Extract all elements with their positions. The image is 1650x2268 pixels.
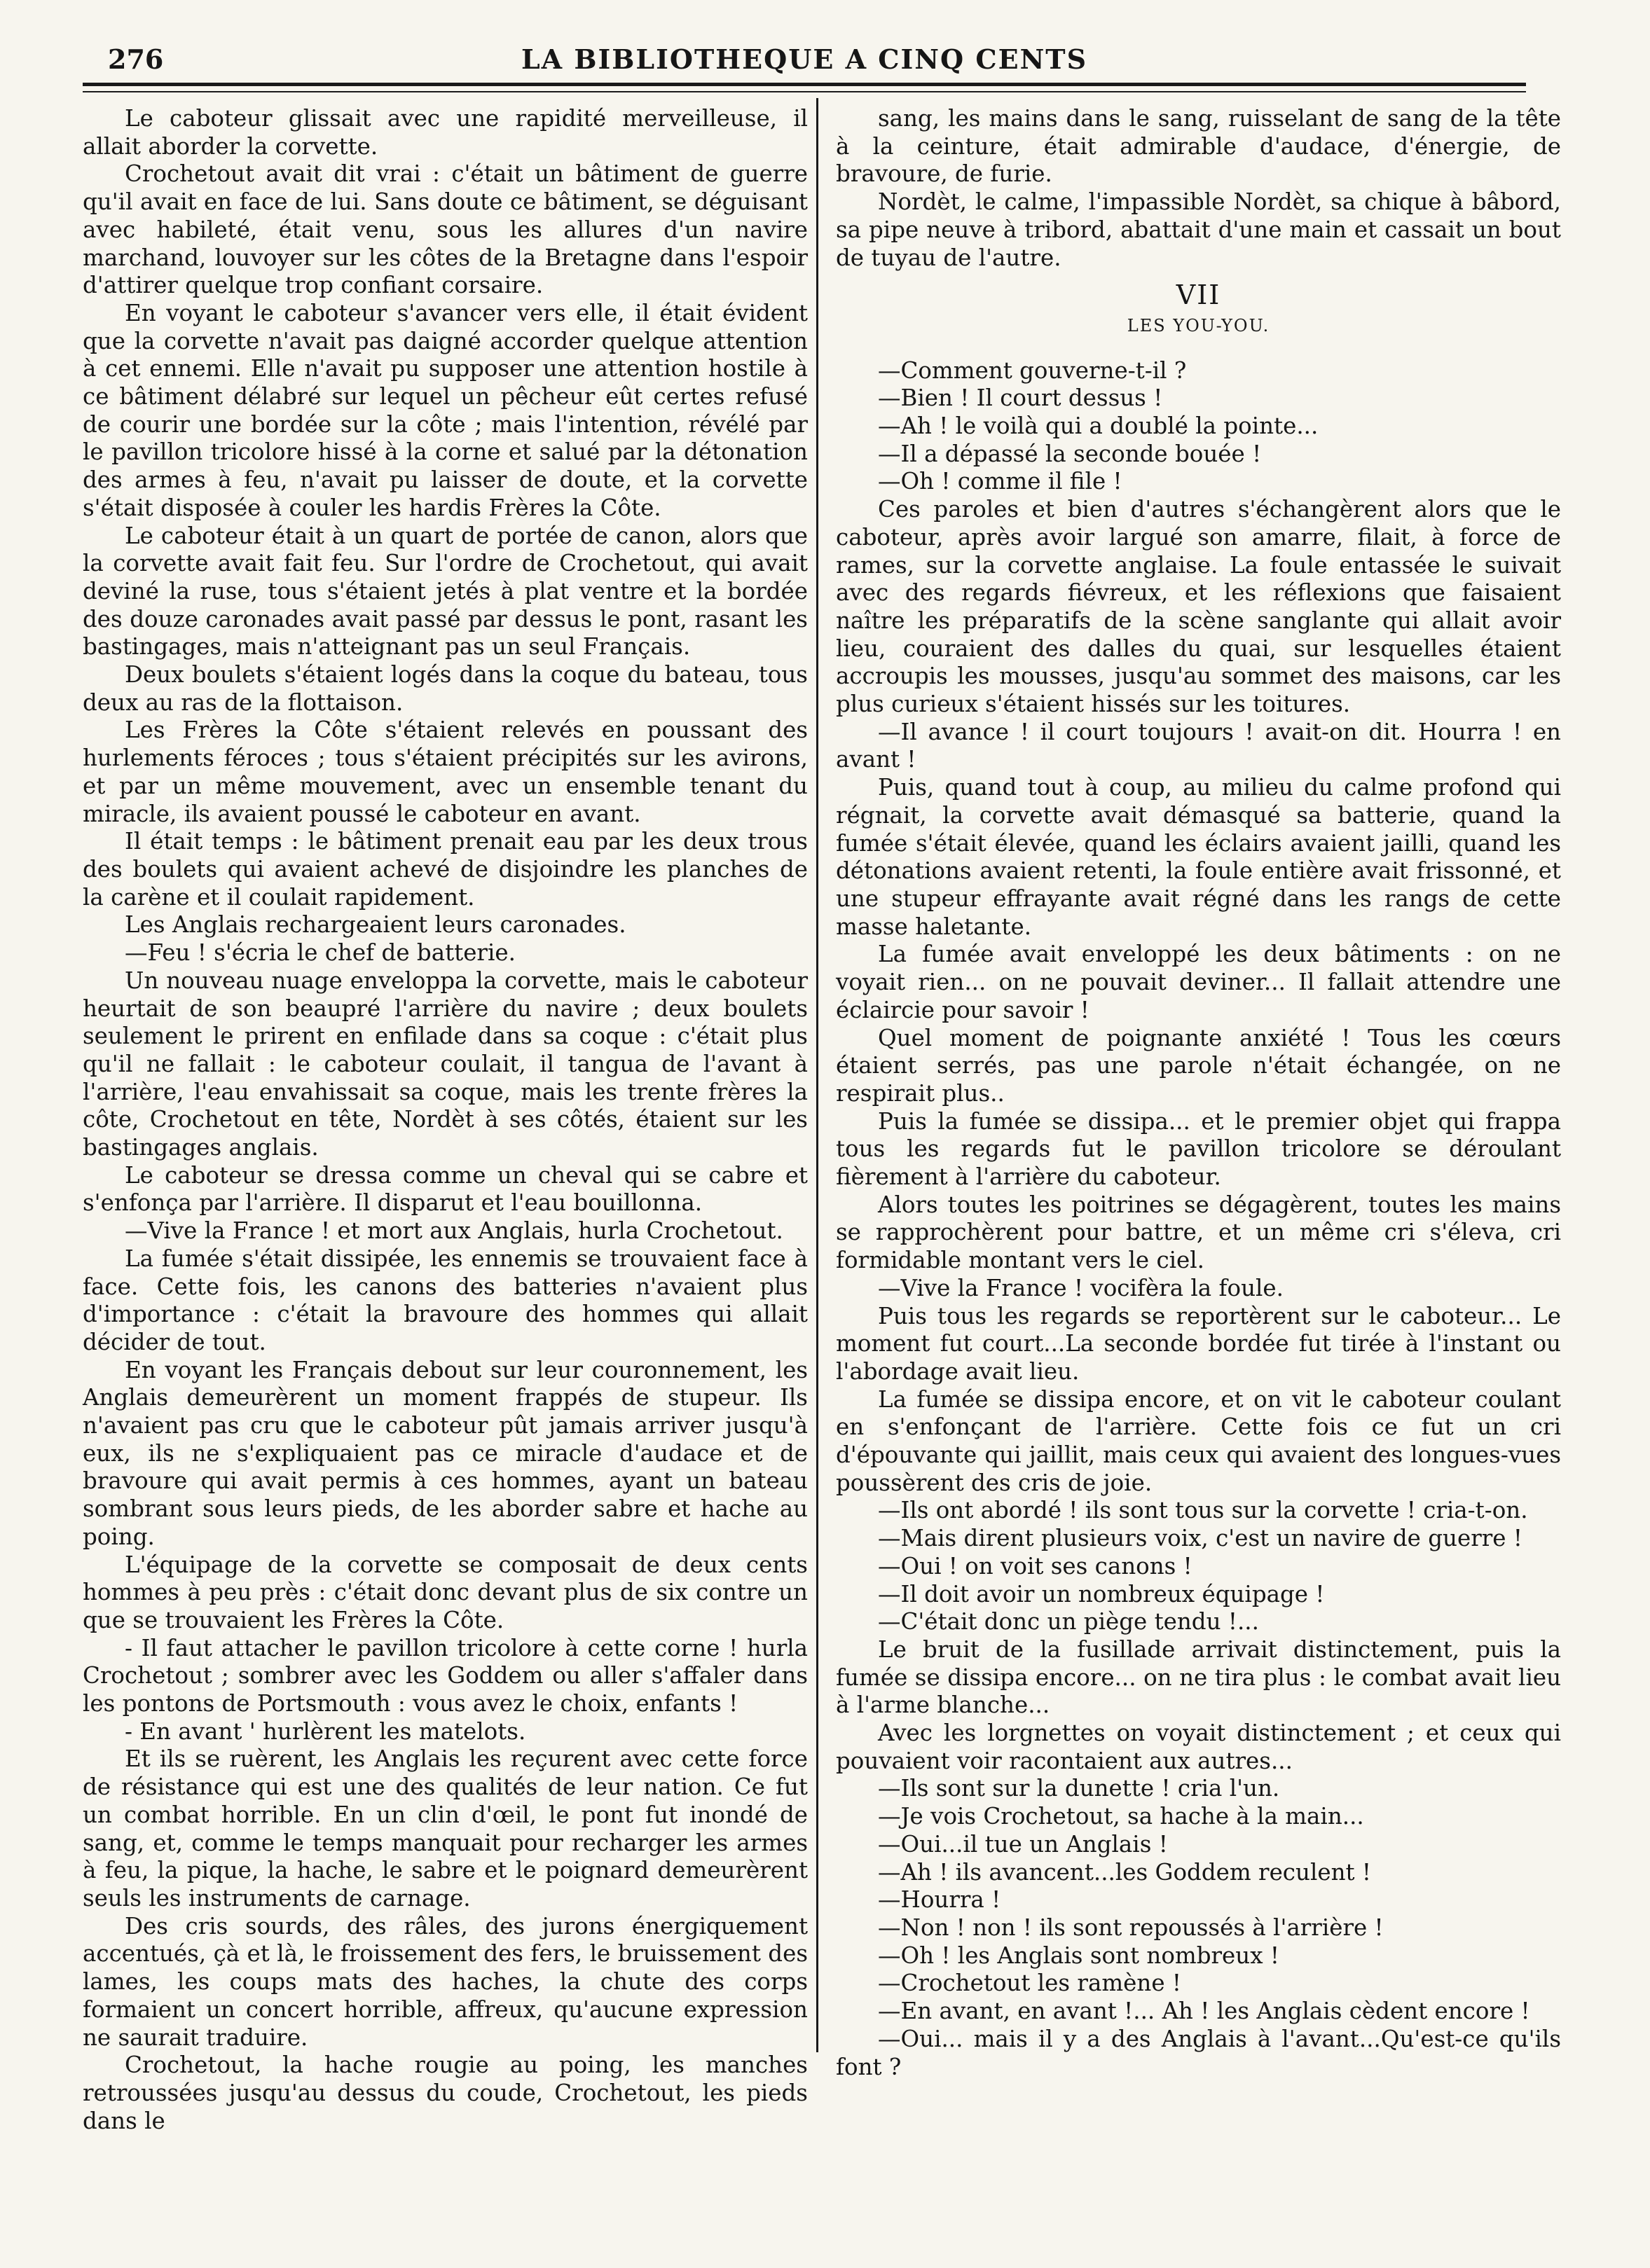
paragraph: —Ah ! le voilà qui a doublé la pointe...: [878, 413, 1319, 440]
paragraph: Le caboteur se dressa comme un cheval qui se cabre et s'enfonça par l'arrière. Il disparut et l'eau bouillonna.: [83, 1161, 808, 1217]
paragraph: - En avant ' hurlèrent les matelots.: [125, 1717, 526, 1745]
paragraph: Les Frères la Côte s'étaient relevés en poussant des hurlements féroces ; tous s'étaient précipités sur les avirons, et par un même mouvement, avec un ensemble tenant du miracle, ils avaient poussé le caboteur en avant.: [83, 717, 808, 827]
paragraph: Puis tous les regards se reportèrent sur le caboteur... Le moment fut court...La seconde bordée fut tirée à l'instant ou l'abordage avait lieu.: [836, 1302, 1561, 1385]
paragraph: En voyant le caboteur s'avancer vers elle, il était évident que la corvette n'avait pas daigné accorder quelque attention à cet ennemi. Elle n'avait pu supposer une attention hostile à ce bâtiment délabré sur lequel un pêcheur eût certes refusé de courir une bordée sur la côte ; mais l'intention, révélé par le pavillon tricolore hissé à la corne et salué par la détonation des armes à feu, n'avait pu laisser de doute, et la corvette s'était disposée à couler les hardis Frères la Côte.: [83, 299, 808, 521]
column-divider: [816, 98, 818, 2052]
paragraph: —Vive la France ! vocifèra la foule.: [878, 1274, 1284, 1301]
paragraph: —Ils ont abordé ! ils sont tous sur la corvette ! cria-t-on.: [878, 1497, 1528, 1524]
paragraph: —Oh ! les Anglais sont nombreux !: [878, 1942, 1279, 1969]
paragraph: —Oh ! comme il file !: [878, 468, 1122, 495]
page-number: 276: [108, 43, 164, 75]
paragraph: —Il avance ! il court toujours ! avait-on dit. Hourra ! en avant !: [836, 718, 1561, 773]
paragraph: Il était temps : le bâtiment prenait eau par les deux trous des boulets qui avaient achevé de disjoindre les planches de la carène et il coulait rapidement.: [83, 828, 808, 911]
paragraph: - Il faut attacher le pavillon tricolore à cette corne ! hurla Crochetout ; sombrer avec les Goddem ou aller s'affaler dans les pontons de Portsmouth : vous avez le choix, enfants !: [83, 1634, 808, 1717]
paragraph: Crochetout avait dit vrai : c'était un bâtiment de guerre qu'il avait en face de lui. Sans doute ce bâtiment, se déguisant avec habileté, était venu, sous les allures d'un navire marchand, louvoyer sur les côtes de la Bretagne dans l'espoir d'attirer quelque trop confiant corsaire.: [83, 160, 808, 299]
paragraph: Quel moment de poignante anxiété ! Tous les cœurs étaient serrés, pas une parole n'était échangée, on ne respirait plus..: [836, 1024, 1561, 1107]
paragraph: Alors toutes les poitrines se dégagèrent, toutes les mains se rapprochèrent pour battre, et un même cri s'éleva, cri formidable montant vers le ciel.: [836, 1191, 1561, 1274]
paragraph: Puis, quand tout à coup, au milieu du calme profond qui régnait, la corvette avait démasqué sa batterie, quand la fumée s'était élevée, quand les éclairs avaient jailli, quand les détonations avaient retenti, la foule entière avait frissonné, et une stupeur effrayante avait régné dans les rangs de cette masse haletante.: [836, 774, 1561, 940]
paragraph: Les Anglais rechargeaient leurs caronades.: [125, 911, 626, 939]
paragraph: —Oui ! on voit ses canons !: [878, 1552, 1192, 1579]
paragraph: —C'était donc un piège tendu !...: [878, 1608, 1259, 1636]
chapter-number: VII: [1176, 279, 1221, 311]
paragraph: Le caboteur était à un quart de portée de canon, alors que la corvette avait fait feu. Sur l'ordre de Crochetout, qui avait deviné la ruse, tous s'étaient jetés à plat ventre et la bordée des douze caronades avait passé par dessus le pont, rasant les bastingages, mais n'atteignant pas un seul Français.: [83, 522, 808, 661]
paragraph: —Hourra !: [878, 1886, 1001, 1914]
paragraph: Nordèt, le calme, l'impassible Nordèt, sa chique à bâbord, sa pipe neuve à tribord, abattait d'une main et cassait un bout de tuyau de l'autre.: [836, 188, 1561, 271]
paragraph: Des cris sourds, des râles, des jurons énergiquement accentués, çà et là, le froissement des fers, le bruissement des lames, les coups mats des haches, la chute des corps formaient un concert horrible, affreux, qu'aucune expression ne saurait traduire.: [83, 1912, 808, 2051]
paragraph: —Feu ! s'écria le chef de batterie.: [125, 939, 516, 967]
paragraph: —Bien ! Il court dessus !: [878, 385, 1163, 412]
paragraph: —Oui...il tue un Anglais !: [878, 1830, 1168, 1858]
left-column: [83, 105, 808, 2135]
paragraph: La fumée avait enveloppé les deux bâtiments : on ne voyait rien... on ne pouvait deviner... Il fallait attendre une éclaircie pour savoir !: [836, 941, 1561, 1023]
paragraph: —Crochetout les ramène !: [878, 1970, 1181, 1997]
paragraph: En voyant les Français debout sur leur couronnement, les Anglais demeurèrent un moment frappés de stupeur. Ils n'avaient pas cru que le caboteur pût jamais arriver jusqu'à eux, ils ne s'expliquaient pas ce miracle d'audace et de bravoure qui avait permis à ces hommes, ayant un bateau sombrant sous leurs pieds, de les aborder sabre et hache au poing.: [83, 1356, 808, 1550]
page-header: [83, 41, 1526, 80]
paragraph: Et ils se ruèrent, les Anglais les reçurent avec cette force de résistance qui est une des qualités de leur nation. Ce fut un combat horrible. En un clin d'œil, le pont fut inondé de sang, et, comme le temps manquait pour recharger les armes à feu, la pique, la hache, le sabre et le poignard demeurèrent seuls les instruments de carnage.: [83, 1745, 808, 1911]
paragraph: Ces paroles et bien d'autres s'échangèrent alors que le caboteur, après avoir largué son amarre, filait, à force de rames, sur la corvette anglaise. La foule entassée le suivait avec des regards fiévreux, et les réflexions que faisaient naître les préparatifs de la scène sanglante qui allait avoir lieu, couraient des dalles du quai, sur lesquelles étaient accroupis les mousses, jusqu'au sommet des maisons, car les plus curieux s'étaient hissés sur les toitures.: [836, 496, 1561, 718]
paragraph: —En avant, en avant !... Ah ! les Anglais cèdent encore !: [878, 1998, 1530, 2025]
paragraph: L'équipage de la corvette se composait de deux cents hommes à peu près : c'était donc devant plus de six contre un que se trouvaient les Frères la Côte.: [83, 1551, 808, 1633]
paragraph: —Non ! non ! ils sont repoussés à l'arrière !: [878, 1914, 1384, 1941]
paragraph: —Je vois Crochetout, sa hache à la main...: [878, 1803, 1364, 1830]
paragraph: —Vive la France ! et mort aux Anglais, hurla Crochetout.: [125, 1217, 783, 1245]
paragraph: —Il doit avoir un nombreux équipage !: [878, 1580, 1325, 1607]
paragraph: La fumée se dissipa encore, et on vit le caboteur coulant en s'enfonçant de l'arrière. Cette fois ce fut un cri d'épouvante qui jaillit, mais ceux qui avaient des longues-vues poussèrent des cris de joie.: [836, 1385, 1561, 1496]
paragraph: Un nouveau nuage enveloppa la corvette, mais le caboteur heurtait de son beaupré l'arrière du navire ; deux boulets seulement le prirent en enfilade dans sa coque : c'était plus qu'il ne fallait : le caboteur coulait, il tangua de l'avant à l'arrière, l'eau envahissait sa coque, mais les trente frères la côte, Crochetout en tête, Nordèt à ses côtés, étaient sur les bastingages anglais.: [83, 967, 808, 1161]
paragraph: —Comment gouverne-t-il ?: [878, 357, 1187, 384]
paragraph: —Oui... mais il y a des Anglais à l'avant...Qu'est-ce qu'ils font ?: [836, 2025, 1561, 2080]
chapter-title: LES YOU-YOU.: [1127, 315, 1270, 336]
right-column: [836, 105, 1561, 2081]
paragraph: —Ils sont sur la dunette ! cria l'un.: [878, 1775, 1280, 1802]
paragraph: —Mais dirent plusieurs voix, c'est un navire de guerre !: [878, 1525, 1522, 1552]
paragraph: Avec les lorgnettes on voyait distinctement ; et ceux qui pouvaient voir racontaient aux autres...: [836, 1720, 1561, 1774]
paragraph: Le bruit de la fusillade arrivait distinctement, puis la fumée se dissipa encore... on ne tira plus : le combat avait lieu à l'arme blanche...: [836, 1636, 1561, 1719]
paragraph: —Ah ! ils avancent...les Goddem reculent !: [878, 1858, 1371, 1886]
paragraph: La fumée s'était dissipée, les ennemis se trouvaient face à face. Cette fois, les canons des batteries n'avaient plus d'importance : c'était la bravoure des hommes qui allait décider de tout.: [83, 1245, 808, 1355]
paragraph: Crochetout, la hache rougie au poing, les manches retroussées jusqu'au dessus du coude, Crochetout, les pieds dans le: [83, 2052, 808, 2134]
paragraph: Puis la fumée se dissipa... et le premier objet qui frappa tous les regards fut le pavillon tricolore se déroulant fièrement à l'arrière du caboteur.: [836, 1107, 1561, 1191]
paragraph: Deux boulets s'étaient logés dans la coque du bateau, tous deux au ras de la flottaison.: [83, 661, 808, 716]
header-rule-thin: [83, 91, 1526, 92]
header-rule-thick: [83, 83, 1526, 86]
paragraph: Le caboteur glissait avec une rapidité merveilleuse, il allait aborder la corvette.: [83, 105, 808, 160]
paragraph: —Il a dépassé la seconde bouée !: [878, 440, 1262, 467]
paragraph: sang, les mains dans le sang, ruisselant de sang de la tête à la ceinture, était admirable d'audace, d'énergie, de bravoure, de furie.: [836, 105, 1561, 188]
running-title: LA BIBLIOTHEQUE A CINQ CENTS: [521, 43, 1088, 75]
